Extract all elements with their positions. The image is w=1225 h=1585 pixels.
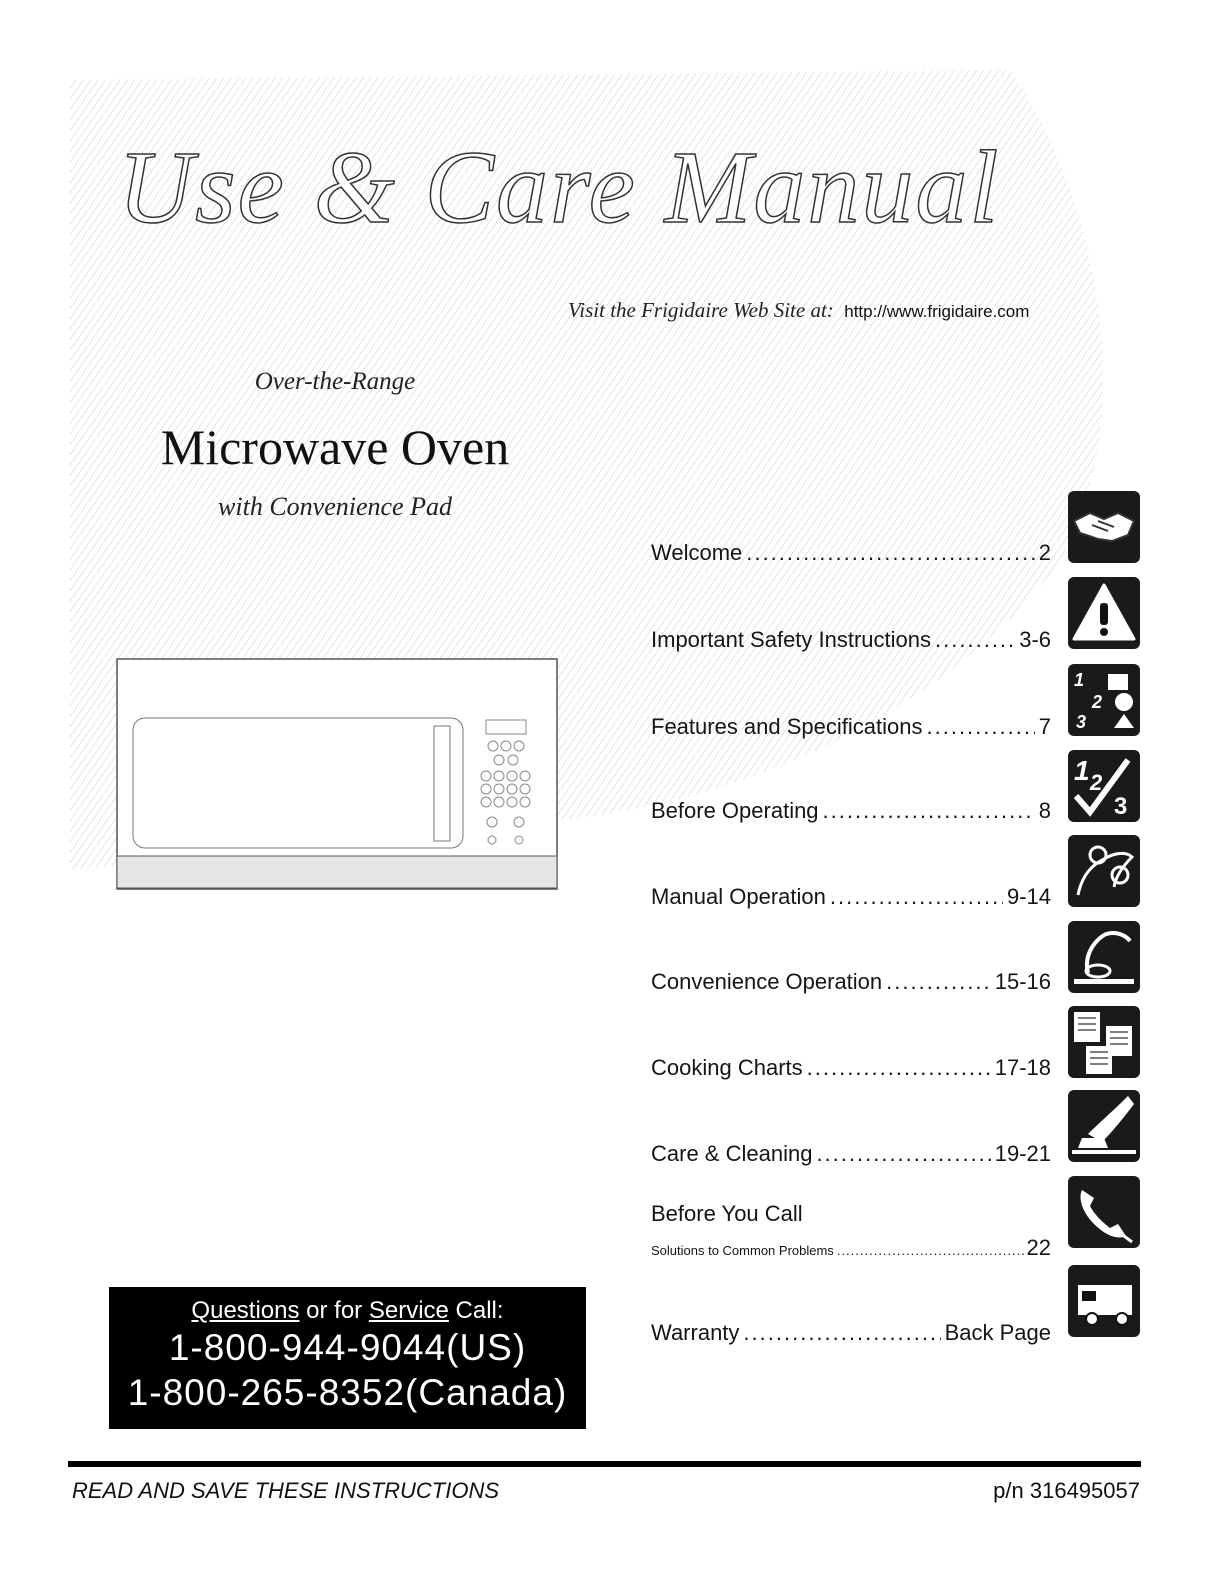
charts-icon (1068, 1006, 1140, 1078)
svg-text:2: 2 (1090, 770, 1103, 795)
hand-touch-icon (1068, 835, 1140, 907)
product-tagline: with Convenience Pad (218, 492, 452, 521)
toc-item-before-operating[interactable]: Before Operating ..... 8 (651, 798, 1051, 824)
website-url[interactable]: http://www.frigidaire.com (844, 302, 1030, 321)
toc-item-care-cleaning[interactable]: Care & Cleaning ..... 19-21 (651, 1141, 1051, 1167)
toc-item-welcome[interactable]: Welcome ..... 2 (651, 540, 1051, 566)
warning-icon (1068, 577, 1140, 649)
toc-item-safety[interactable]: Important Safety Instructions ..... 3-6 (651, 627, 1051, 653)
svg-text:1: 1 (1074, 670, 1085, 690)
call-heading: Questions or for Service Call: (191, 1297, 504, 1324)
checklist-123-icon (1068, 750, 1140, 822)
toc-subitem-common-problems[interactable]: Solutions to Common Problems ..... 22 (651, 1235, 1051, 1261)
toc-item-warranty[interactable]: Warranty ..... Back Page (651, 1320, 1051, 1346)
product-subtitle: Over-the-Range (254, 368, 416, 395)
phone-us[interactable]: 1-800-944-9044(US) (168, 1327, 527, 1368)
cleaning-icon (1068, 1090, 1140, 1162)
toc-item-cooking-charts[interactable]: Cooking Charts ..... 17-18 (651, 1055, 1051, 1081)
phone-icon (1068, 1176, 1140, 1248)
microwave-illustration (116, 658, 561, 893)
handshake-icon (1068, 491, 1140, 563)
toc-item-manual-operation[interactable]: Manual Operation ..... 9-14 (651, 884, 1051, 910)
svg-text:3: 3 (1076, 712, 1087, 732)
toc-item-convenience-operation[interactable]: Convenience Operation ..... 15-16 (651, 969, 1051, 995)
part-number: p/n 316495057 (993, 1478, 1140, 1503)
svg-text:3: 3 (1114, 793, 1128, 820)
footer-divider (68, 1461, 1141, 1467)
steps-123-icon (1068, 664, 1140, 736)
svg-text:2: 2 (1092, 692, 1103, 712)
manual-title: Use & Care Manual (118, 130, 1001, 245)
toc-item-features[interactable]: Features and Specifications ..... 7 (651, 714, 1051, 740)
finger-press-icon (1068, 921, 1140, 993)
toc-item-before-you-call[interactable]: Before You Call (651, 1201, 803, 1226)
svg-text:1: 1 (1074, 755, 1090, 786)
website-line (568, 298, 1029, 323)
service-truck-icon (1068, 1265, 1140, 1337)
phone-canada[interactable]: 1-800-265-8352(Canada) (127, 1372, 568, 1413)
website-lead: Visit the Frigidaire Web Site at: (568, 298, 834, 322)
service-call-box (109, 1287, 586, 1429)
read-save-notice: READ AND SAVE THESE INSTRUCTIONS (72, 1478, 500, 1503)
product-name: Microwave Oven (160, 419, 510, 475)
